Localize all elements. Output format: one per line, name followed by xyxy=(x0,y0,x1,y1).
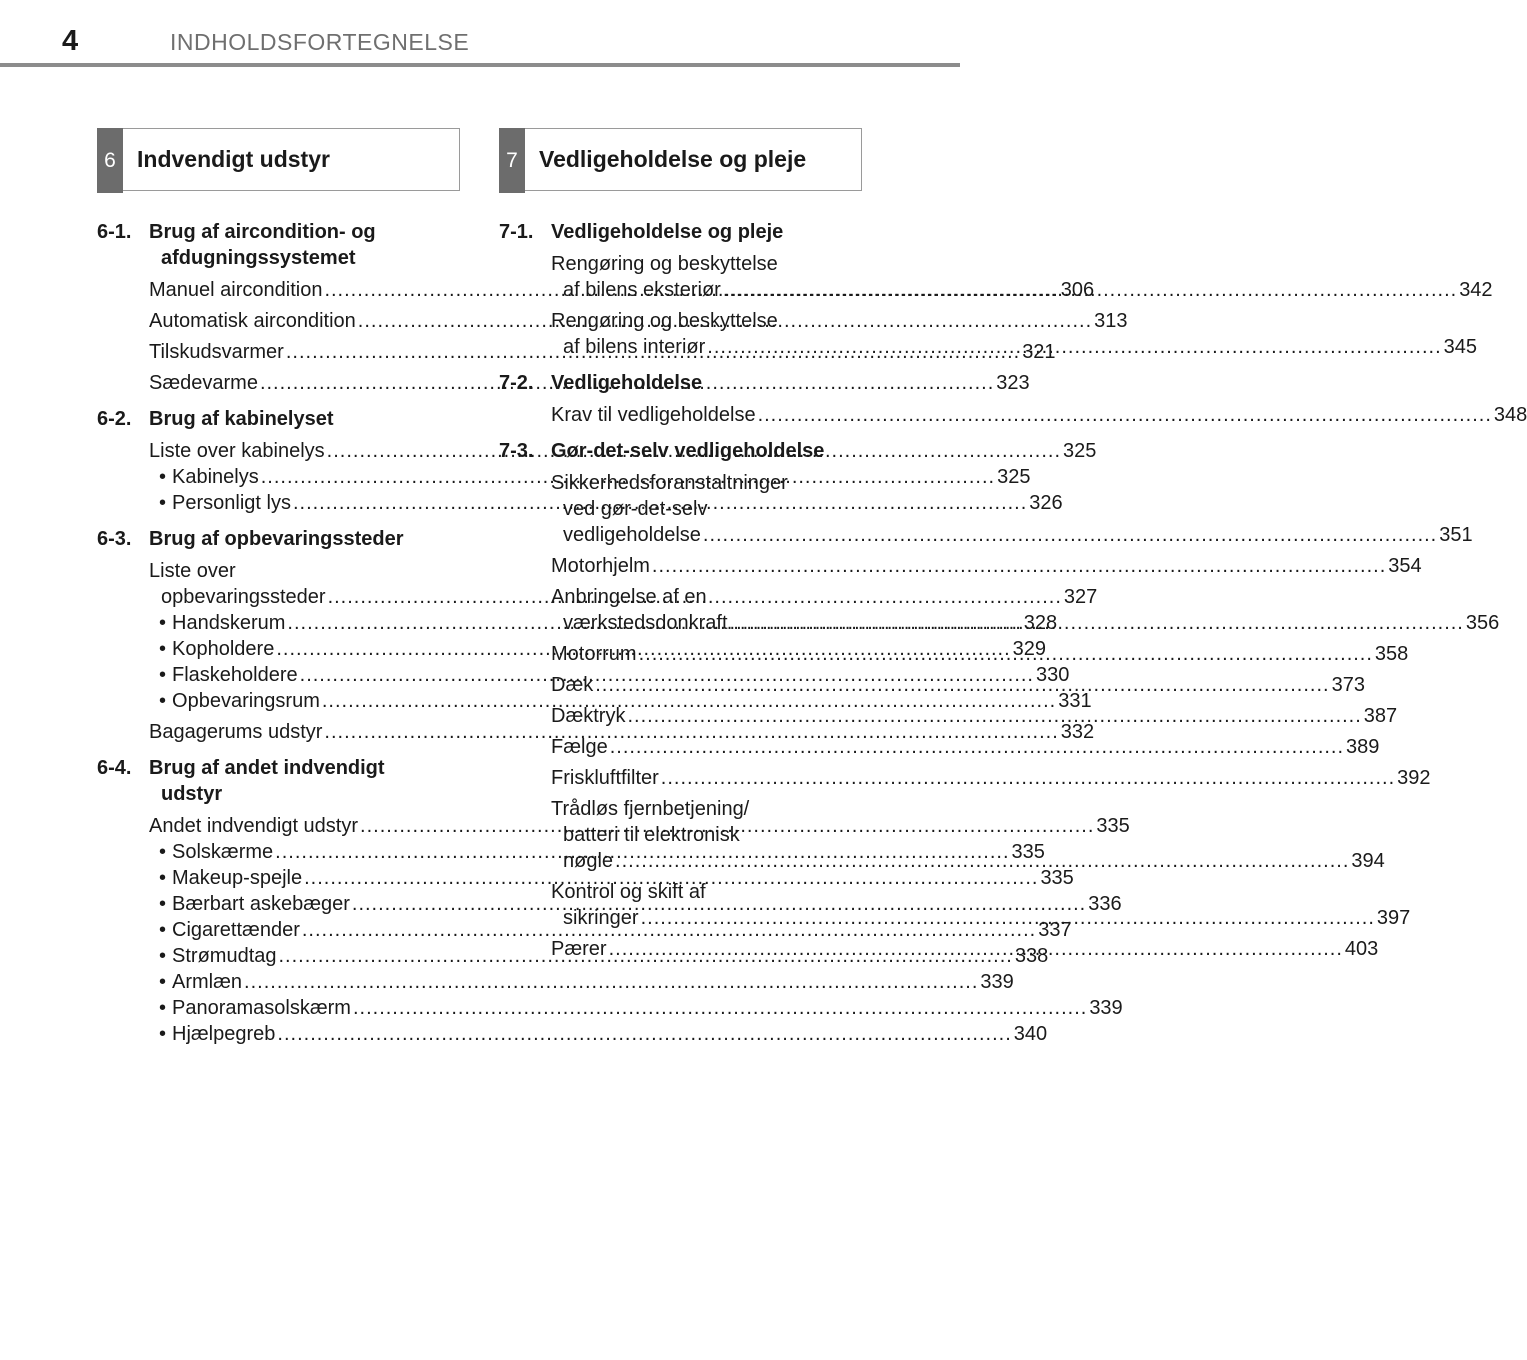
entry-label: værkstedsdonkraft xyxy=(563,612,728,634)
bullet-icon: • xyxy=(159,919,167,941)
dot-leader xyxy=(661,765,1395,791)
subentry-page-number: 329 xyxy=(1012,638,1047,660)
entry-page-number: 394 xyxy=(1351,850,1385,872)
entry-label-line: batteri til elektronisk xyxy=(563,824,740,846)
entry-line xyxy=(551,765,1431,791)
subentry-label: Solskærme xyxy=(172,841,274,863)
entry-label: Pærer xyxy=(551,938,607,960)
entry-label: sikringer xyxy=(563,907,639,929)
entry-label: Krav til vedligeholdelse xyxy=(551,404,756,426)
subentry-page-number: 336 xyxy=(1088,893,1122,915)
subentry-label: Flaskeholdere xyxy=(172,664,298,686)
subentry-label: Opbevaringsrum xyxy=(172,690,320,712)
subentry-label: Personligt lys xyxy=(172,492,291,514)
dot-leader xyxy=(703,524,1437,546)
toc-entry[interactable] xyxy=(551,734,1380,760)
entry-line xyxy=(551,402,1527,428)
toc-subentry[interactable] xyxy=(149,1021,1048,1047)
section-title xyxy=(551,370,862,396)
section-title-line: Brug af aircondition- og xyxy=(149,221,376,243)
subentry-label: Panoramasolskærm xyxy=(172,997,351,1019)
subentry-page-number: 328 xyxy=(1023,612,1058,634)
entry-label-line: Rengøring og beskyttelse xyxy=(551,253,778,275)
subentry-page-number: 339 xyxy=(980,971,1014,993)
subentry-page-number: 338 xyxy=(1014,945,1049,967)
entry-page-number: 356 xyxy=(1465,612,1500,634)
section-number: 6-4. xyxy=(97,757,132,779)
section-title-line: afdugningssystemet xyxy=(161,247,356,269)
subentry-page-number: 326 xyxy=(1029,492,1063,514)
entry-label: opbevaringssteder xyxy=(161,586,326,608)
entry-page-number: 392 xyxy=(1397,767,1431,789)
subentry-label: Kopholdere xyxy=(172,638,275,660)
chapter-header xyxy=(97,128,460,191)
toc-subentry[interactable] xyxy=(149,969,1014,995)
dot-leader xyxy=(595,672,1329,698)
section-title-line: Brug af kabinelyset xyxy=(149,408,334,430)
entry-page-number: 358 xyxy=(1374,643,1409,665)
entry-label: af bilens interiør xyxy=(563,336,706,358)
entry-label: vedligeholdelse xyxy=(563,524,701,546)
subentry-page-number: 335 xyxy=(1040,867,1074,889)
section-title xyxy=(149,219,460,271)
bullet-icon: • xyxy=(159,893,167,915)
section-title-line: Brug af opbevaringssteder xyxy=(149,528,404,550)
entry-label: Motorhjelm xyxy=(551,555,650,577)
bullet-icon: • xyxy=(159,971,167,993)
subentry-label: Makeup-spejle xyxy=(172,867,303,889)
chapter-title: Vedligeholdelse og pleje xyxy=(539,146,807,172)
bullet-icon: • xyxy=(159,612,167,634)
section-number: 7-1. xyxy=(499,221,534,243)
bullet-icon: • xyxy=(159,1023,167,1045)
entry-page-number: 387 xyxy=(1363,705,1398,727)
entry-label-line: Liste over xyxy=(149,560,236,582)
bullet-icon: • xyxy=(159,867,167,889)
subentry-page-number: 331 xyxy=(1058,690,1092,712)
entry-line xyxy=(551,522,1473,548)
subentry-label: Cigarettænder xyxy=(172,919,300,941)
section-title-line: Brug af andet indvendigt xyxy=(149,757,385,779)
entry-page-number: 306 xyxy=(1060,279,1095,301)
section-title xyxy=(551,219,862,245)
dot-leader xyxy=(730,612,1464,634)
entry-page-number: 403 xyxy=(1344,938,1379,960)
entry-label-line: Trådløs fjernbetjening/ xyxy=(551,798,750,820)
section-heading[interactable] xyxy=(499,219,862,245)
entry-label: Fælge xyxy=(551,736,608,758)
entry-label: Friskluftfilter xyxy=(551,767,659,789)
section-number: 6-3. xyxy=(97,528,132,550)
section-title-line: Gør-det-selv vedligeholdelse xyxy=(551,440,825,462)
entry-page-number: 397 xyxy=(1376,907,1411,929)
section-number: 7-3. xyxy=(499,440,534,462)
section-title xyxy=(551,438,862,464)
dot-leader xyxy=(652,553,1386,579)
bullet-icon: • xyxy=(159,690,167,712)
entry-label-line: Sikkerhedsforanstaltninger xyxy=(551,472,788,494)
dot-leader xyxy=(244,969,978,995)
section-heading[interactable] xyxy=(97,526,460,552)
entry-label: Sædevarme xyxy=(149,372,258,394)
subentry-page-number: 335 xyxy=(1011,841,1045,863)
subentry-label: Hjælpegreb xyxy=(172,1023,276,1045)
toc-entry[interactable] xyxy=(551,402,1527,428)
entry-page-number: 335 xyxy=(1096,815,1130,837)
subentry-label: Kabinelys xyxy=(172,466,259,488)
entry-page-number: 313 xyxy=(1094,310,1128,332)
subentry-label: Strømudtag xyxy=(172,945,277,967)
chapter-header xyxy=(499,128,862,191)
dot-leader xyxy=(723,279,1457,301)
toc-entry[interactable] xyxy=(149,719,1095,745)
dot-leader xyxy=(615,850,1349,872)
entry-label: Manuel aircondition xyxy=(149,279,323,301)
entry-label: Dæk xyxy=(551,674,594,696)
dot-leader xyxy=(707,336,1441,358)
subentry-page-number: 339 xyxy=(1089,997,1123,1019)
entry-label-line: Anbringelse af en xyxy=(551,586,707,608)
toc-subentry[interactable] xyxy=(149,995,1123,1021)
entry-label: Liste over kabinelys xyxy=(149,440,325,462)
header-divider xyxy=(0,63,960,67)
subentry-page-number: 325 xyxy=(997,466,1031,488)
entry-page-number: 342 xyxy=(1459,279,1493,301)
section-number: 6-2. xyxy=(97,408,132,430)
subentry-page-number: 330 xyxy=(1035,664,1070,686)
section-entries xyxy=(499,402,1527,428)
entry-page-number: 354 xyxy=(1388,555,1422,577)
dot-leader xyxy=(277,1021,1011,1047)
entry-line xyxy=(551,553,1422,579)
section-title-line: Vedligeholdelse xyxy=(551,372,703,394)
bullet-icon: • xyxy=(159,492,167,514)
section-number: 7-2. xyxy=(499,372,534,394)
entry-page-number: 327 xyxy=(1063,586,1098,608)
entry-label: Andet indvendigt udstyr xyxy=(149,815,359,837)
subentry-label: Bærbart askebæger xyxy=(172,893,350,915)
entry-page-number: 351 xyxy=(1439,524,1473,546)
dot-leader xyxy=(639,641,1373,667)
page-header xyxy=(0,0,960,70)
entry-label-line: ved gør-det-selv xyxy=(563,498,708,520)
bullet-icon: • xyxy=(159,664,167,686)
entry-label: nøgle xyxy=(563,850,614,872)
section-number: 6-1. xyxy=(97,221,132,243)
bullet-icon: • xyxy=(159,841,167,863)
dot-leader xyxy=(641,907,1375,929)
entry-label-line: Kontrol og skift af xyxy=(551,881,706,903)
bullet-icon: • xyxy=(159,466,167,488)
entry-page-number: 373 xyxy=(1331,674,1365,696)
entry-label-line: Rengøring og beskyttelse xyxy=(551,310,778,332)
dot-leader xyxy=(353,995,1087,1021)
page-section-title: INDHOLDSFORTEGNELSE xyxy=(170,29,470,55)
section-heading[interactable] xyxy=(97,219,460,271)
entry-page-number: 325 xyxy=(1063,440,1097,462)
entry-label: Tilskudsvarmer xyxy=(149,341,284,363)
entry-page-number: 321 xyxy=(1022,341,1056,363)
entry-line xyxy=(551,734,1380,760)
dot-leader xyxy=(758,402,1492,428)
toc-entry[interactable] xyxy=(551,553,1422,579)
bullet-icon: • xyxy=(159,997,167,1019)
entry-label: af bilens eksteriør xyxy=(563,279,721,301)
entry-page-number: 348 xyxy=(1493,404,1527,426)
entry-label: Automatisk aircondition xyxy=(149,310,356,332)
subentry-label: Armlæn xyxy=(172,971,243,993)
entry-label: Bagagerums udstyr xyxy=(149,721,323,743)
entry-page-number: 345 xyxy=(1443,336,1477,358)
section-title xyxy=(149,526,460,552)
chapter-number: 7 xyxy=(499,128,525,193)
toc-subentry[interactable] xyxy=(149,865,1074,891)
bullet-icon: • xyxy=(159,945,167,967)
chapter-title: Indvendigt udstyr xyxy=(137,146,330,172)
section-title-line: Vedligeholdelse og pleje xyxy=(551,221,784,243)
subentry-label: Handskerum xyxy=(172,612,286,634)
toc-entry[interactable] xyxy=(551,765,1431,791)
entry-label: Dæktryk xyxy=(551,705,626,727)
entry-line xyxy=(551,703,1398,729)
toc-entry[interactable] xyxy=(551,703,1398,729)
section-heading[interactable] xyxy=(97,755,460,807)
dot-leader xyxy=(610,734,1344,760)
subentry-page-number: 337 xyxy=(1038,919,1072,941)
bullet-icon: • xyxy=(159,638,167,660)
section-heading[interactable] xyxy=(499,438,862,464)
toc-subentry[interactable] xyxy=(149,688,1092,714)
section-title-line: udstyr xyxy=(161,783,223,805)
section-title xyxy=(149,755,460,807)
section-heading[interactable] xyxy=(97,406,460,432)
page-number: 4 xyxy=(62,25,79,57)
entry-line xyxy=(149,719,1095,745)
entry-page-number: 332 xyxy=(1060,721,1095,743)
section-heading[interactable] xyxy=(499,370,862,396)
entry-label: Motorrum xyxy=(551,643,637,665)
entry-page-number: 323 xyxy=(996,372,1030,394)
section-title xyxy=(149,406,460,432)
chapter-number: 6 xyxy=(97,128,123,193)
subentry-page-number: 340 xyxy=(1013,1023,1048,1045)
dot-leader xyxy=(609,936,1343,962)
dot-leader xyxy=(627,703,1361,729)
entry-page-number: 389 xyxy=(1346,736,1380,758)
